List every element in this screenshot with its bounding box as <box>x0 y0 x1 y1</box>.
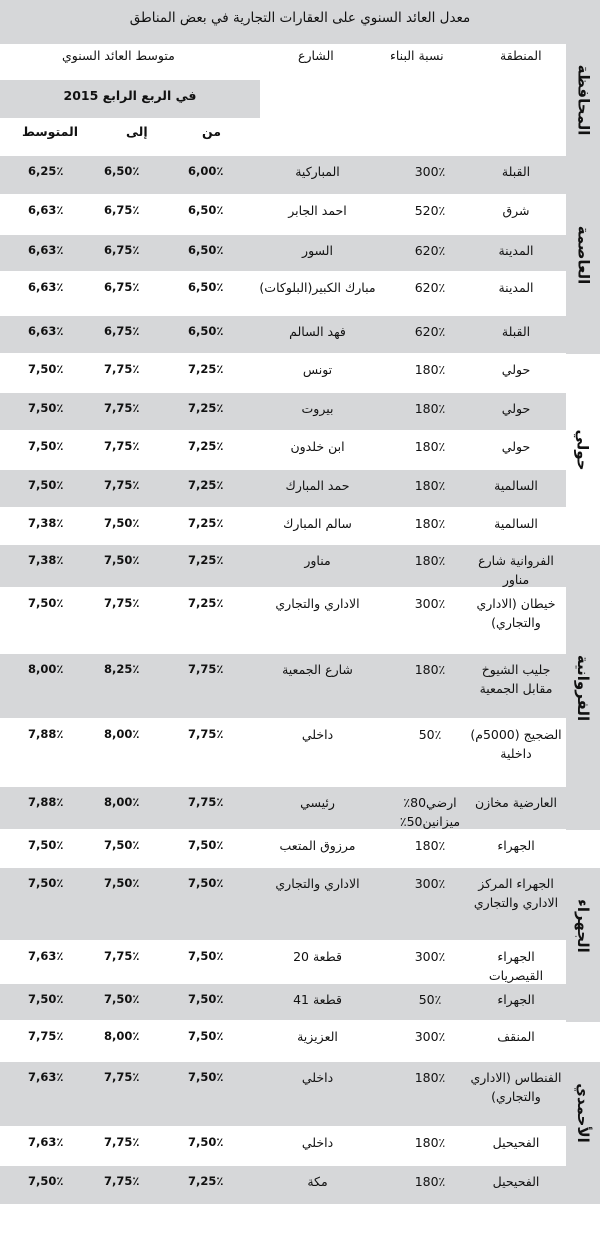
cell-to: 6,75٪ <box>104 243 140 257</box>
cell-average: 7,50٪ <box>28 478 64 492</box>
cell-street: حمد المبارك <box>285 478 350 493</box>
table-row <box>0 830 566 867</box>
header-period: في الربع الرابع 2015 <box>0 80 260 118</box>
cell-to: 7,50٪ <box>104 992 140 1006</box>
cell-street: شارع الجمعية <box>282 662 353 677</box>
cell-from: 7,25٪ <box>188 553 224 567</box>
cell-ratio: 300٪ <box>414 1029 446 1044</box>
cell-ratio: 180٪ <box>414 838 446 853</box>
cell-average: 7,50٪ <box>28 362 64 376</box>
cell-to: 6,75٪ <box>104 280 140 294</box>
cell-average: 7,50٪ <box>28 992 64 1006</box>
governorate-label-capital: العاصمة <box>574 225 592 285</box>
cell-from: 6,50٪ <box>188 324 224 338</box>
cell-street: السور <box>302 243 333 258</box>
cell-area: القبلة <box>501 324 531 339</box>
cell-from: 7,50٪ <box>188 1135 224 1149</box>
cell-to: 7,50٪ <box>104 553 140 567</box>
cell-from: 7,25٪ <box>188 362 224 376</box>
cell-ratio: 620٪ <box>414 243 446 258</box>
cell-area: المنقف <box>497 1029 535 1044</box>
cell-area: الفنطاس (الاداري والتجاري) <box>470 1070 562 1104</box>
cell-average: 7,38٪ <box>28 553 64 567</box>
table-row <box>0 1021 566 1061</box>
cell-area: الجهراء المركز الاداري والتجاري <box>473 876 559 910</box>
cell-ratio: ارضي80٪ ميزانين50٪ <box>399 795 461 829</box>
cell-ratio: 620٪ <box>414 280 446 295</box>
cell-area: المدينة <box>498 243 534 258</box>
table-row <box>0 156 566 194</box>
cell-area: خيطان (الاداري والتجاري) <box>476 596 556 630</box>
cell-to: 8,00٪ <box>104 1029 140 1043</box>
cell-from: 7,25٪ <box>188 596 224 610</box>
cell-area: الفحيحيل <box>492 1174 540 1189</box>
cell-average: 7,63٪ <box>28 949 64 963</box>
table-row <box>0 654 566 718</box>
cell-area: السالمية <box>494 478 538 493</box>
cell-street: مرزوق المتعب <box>279 838 356 853</box>
cell-average: 7,63٪ <box>28 1135 64 1149</box>
cell-street: قطعة 20 <box>293 949 342 964</box>
cell-area: الجهراء القيصريات <box>488 949 544 983</box>
cell-street: المباركية <box>295 164 340 179</box>
cell-street: مبارك الكبير(البلوكات) <box>259 280 376 295</box>
cell-average: 6,25٪ <box>28 164 64 178</box>
cell-from: 7,50٪ <box>188 838 224 852</box>
table-row <box>0 393 566 430</box>
cell-to: 8,00٪ <box>104 795 140 809</box>
table-row <box>0 508 566 544</box>
cell-ratio: 300٪ <box>414 876 446 891</box>
cell-to: 7,75٪ <box>104 478 140 492</box>
cell-from: 7,50٪ <box>188 1029 224 1043</box>
cell-ratio: 180٪ <box>414 1070 446 1085</box>
cell-average: 7,75٪ <box>28 1029 64 1043</box>
cell-from: 7,25٪ <box>188 401 224 415</box>
cell-to: 6,50٪ <box>104 164 140 178</box>
cell-average: 7,50٪ <box>28 439 64 453</box>
table-row <box>0 868 566 940</box>
table-row <box>0 195 566 233</box>
cell-to: 7,50٪ <box>104 516 140 530</box>
cell-street: مناور <box>304 553 331 568</box>
cell-ratio: 180٪ <box>414 516 446 531</box>
header-to: إلى <box>126 124 148 139</box>
cell-average: 7,63٪ <box>28 1070 64 1084</box>
cell-average: 7,88٪ <box>28 727 64 741</box>
cell-ratio: 300٪ <box>414 596 446 611</box>
cell-to: 7,50٪ <box>104 876 140 890</box>
cell-to: 7,75٪ <box>104 596 140 610</box>
cell-average: 7,88٪ <box>28 795 64 809</box>
cell-from: 6,00٪ <box>188 164 224 178</box>
cell-to: 7,75٪ <box>104 362 140 376</box>
header-ratio: نسبة البناء <box>390 48 444 63</box>
cell-average: 7,50٪ <box>28 596 64 610</box>
table-row <box>0 235 566 271</box>
cell-area: الفحيحيل <box>492 1135 540 1150</box>
cell-street: الاداري والتجاري <box>275 876 360 891</box>
cell-street: داخلي <box>301 727 334 742</box>
cell-ratio: 300٪ <box>414 949 446 964</box>
cell-to: 7,75٪ <box>104 401 140 415</box>
cell-ratio: 620٪ <box>414 324 446 339</box>
cell-from: 7,25٪ <box>188 516 224 530</box>
table-row <box>0 787 566 829</box>
cell-street: رئيسي <box>300 795 335 810</box>
cell-from: 6,50٪ <box>188 203 224 217</box>
cell-area: حولي <box>501 439 531 454</box>
cell-ratio: 180٪ <box>414 439 446 454</box>
table-row <box>0 941 566 983</box>
cell-area: جليب الشيوخ مقابل الجمعية <box>479 662 553 696</box>
cell-street: الاداري والتجاري <box>275 596 360 611</box>
table-row <box>0 1166 566 1204</box>
cell-from: 7,75٪ <box>188 795 224 809</box>
governorate-label-jahra: الجهراء <box>574 898 593 953</box>
cell-average: 7,50٪ <box>28 838 64 852</box>
cell-from: 7,25٪ <box>188 1174 224 1188</box>
header-average: المتوسط <box>22 124 78 139</box>
cell-area: السالمية <box>494 516 538 531</box>
cell-average: 8,00٪ <box>28 662 64 676</box>
cell-street: تونس <box>302 362 333 377</box>
cell-to: 6,75٪ <box>104 203 140 217</box>
cell-ratio: 50٪ <box>418 992 442 1007</box>
cell-from: 7,50٪ <box>188 876 224 890</box>
cell-to: 7,50٪ <box>104 838 140 852</box>
cell-ratio: 520٪ <box>414 203 446 218</box>
header-area: المنطقة <box>500 48 542 63</box>
table-row <box>0 272 566 316</box>
cell-to: 7,75٪ <box>104 949 140 963</box>
table-row <box>0 470 566 507</box>
cell-area: القبلة <box>501 164 531 179</box>
cell-average: 6,63٪ <box>28 203 64 217</box>
cell-ratio: 180٪ <box>414 478 446 493</box>
cell-from: 7,50٪ <box>188 949 224 963</box>
table-title: معدل العائد السنوي على العقارات التجارية في بعض المناطق <box>0 0 600 44</box>
table-row <box>0 1062 566 1126</box>
cell-street: احمد الجابر <box>288 203 347 218</box>
cell-to: 7,75٪ <box>104 1174 140 1188</box>
table-row <box>0 1127 566 1165</box>
cell-average: 6,63٪ <box>28 243 64 257</box>
cell-street: فهد السالم <box>289 324 346 339</box>
cell-from: 7,50٪ <box>188 992 224 1006</box>
cell-ratio: 50٪ <box>418 727 442 742</box>
cell-area: حولي <box>501 401 531 416</box>
header-governorate: المحافظة <box>574 64 592 136</box>
cell-street: داخلي <box>301 1070 334 1085</box>
cell-average: 7,38٪ <box>28 516 64 530</box>
cell-area: الجهراء <box>497 838 535 853</box>
cell-area: الجهراء <box>497 992 535 1007</box>
cell-from: 7,75٪ <box>188 662 224 676</box>
cell-ratio: 180٪ <box>414 362 446 377</box>
cell-street: سالم المبارك <box>283 516 352 531</box>
cell-street: مكة <box>307 1174 328 1189</box>
cell-average: 7,50٪ <box>28 876 64 890</box>
cell-to: 7,75٪ <box>104 1070 140 1084</box>
cell-average: 7,50٪ <box>28 401 64 415</box>
cell-street: داخلي <box>301 1135 334 1150</box>
table-row <box>0 354 566 392</box>
cell-area: العارضية مخازن <box>474 795 557 810</box>
cell-area: حولي <box>501 362 531 377</box>
table-row <box>0 984 566 1020</box>
table-row <box>0 719 566 786</box>
governorate-label-ahmadi: الأحمدي <box>574 1082 592 1143</box>
cell-ratio: 180٪ <box>414 1174 446 1189</box>
cell-ratio: 180٪ <box>414 1135 446 1150</box>
cell-street: ابن خلدون <box>290 439 345 454</box>
cell-area: المدينة <box>498 280 534 295</box>
header-from: من <box>202 124 221 139</box>
cell-to: 8,00٪ <box>104 727 140 741</box>
header-street: الشارع <box>298 48 334 63</box>
cell-from: 7,25٪ <box>188 439 224 453</box>
cell-to: 6,75٪ <box>104 324 140 338</box>
cell-average: 6,63٪ <box>28 324 64 338</box>
table-row <box>0 545 566 587</box>
table-row <box>0 588 566 651</box>
cell-area: الفروانية شارع مناور <box>478 553 554 587</box>
cell-to: 7,75٪ <box>104 439 140 453</box>
cell-street: قطعة 41 <box>293 992 342 1007</box>
table-row <box>0 316 566 353</box>
table-row <box>0 431 566 469</box>
cell-to: 8,25٪ <box>104 662 140 676</box>
cell-average: 6,63٪ <box>28 280 64 294</box>
cell-from: 7,75٪ <box>188 727 224 741</box>
cell-ratio: 180٪ <box>414 401 446 416</box>
header-yield: متوسط العائد السنوي <box>62 48 175 63</box>
cell-area: شرق <box>502 203 530 218</box>
cell-from: 7,50٪ <box>188 1070 224 1084</box>
cell-average: 7,50٪ <box>28 1174 64 1188</box>
cell-from: 6,50٪ <box>188 280 224 294</box>
cell-area: الضجيج (5000م) داخلية <box>470 727 562 761</box>
governorate-label-farwaniya: الفروانية <box>574 654 592 721</box>
cell-ratio: 180٪ <box>414 553 446 568</box>
cell-ratio: 300٪ <box>414 164 446 179</box>
cell-street: العزيزية <box>297 1029 338 1044</box>
cell-ratio: 180٪ <box>414 662 446 677</box>
governorate-label-hawalli: حولي <box>574 428 592 471</box>
cell-from: 6,50٪ <box>188 243 224 257</box>
cell-to: 7,75٪ <box>104 1135 140 1149</box>
cell-from: 7,25٪ <box>188 478 224 492</box>
cell-street: بيروت <box>301 401 334 416</box>
